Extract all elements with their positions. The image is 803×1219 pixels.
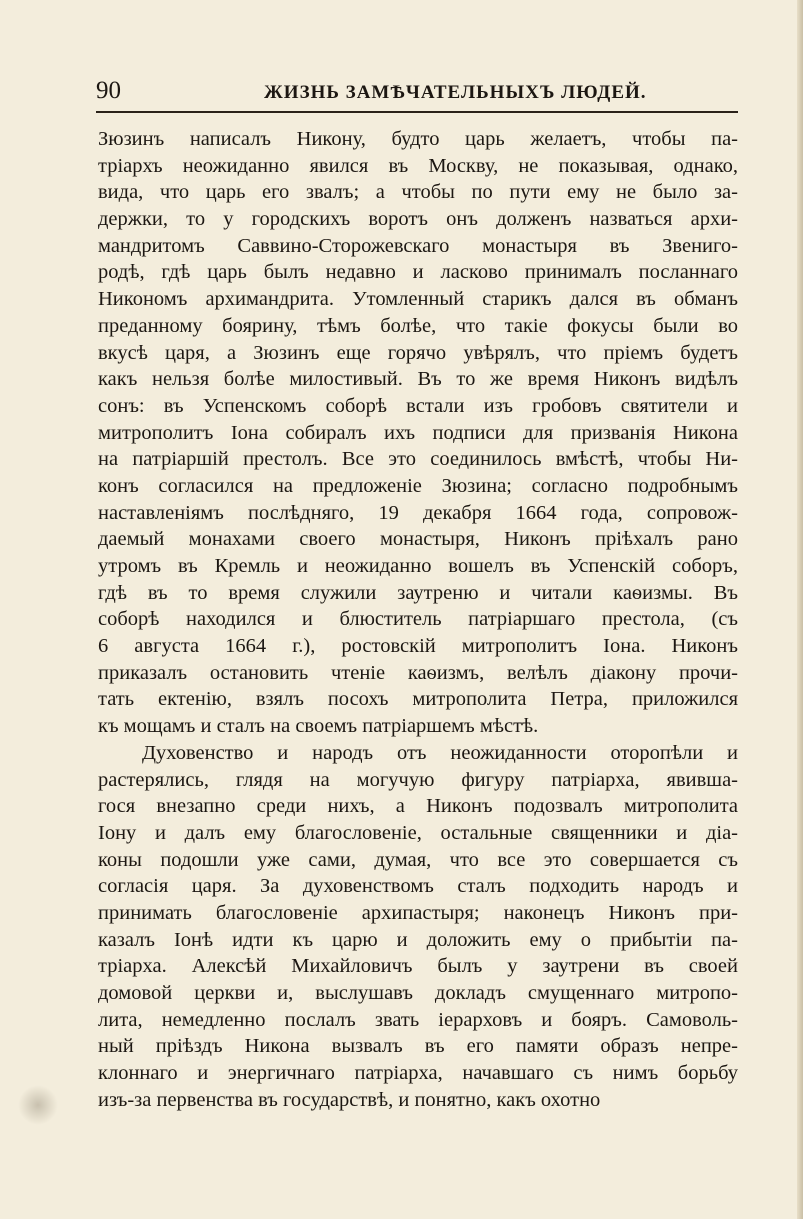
text-line: митрополитъ Іона собиралъ ихъ подписи для призванія Никона: [98, 421, 738, 444]
text-line: казалъ Іонѣ идти къ царю и доложить ему о прибытіи па-: [98, 928, 738, 951]
text-line: вкусѣ царя, а Зюзинъ еще горячо увѣрялъ, что пріемъ будетъ: [98, 341, 738, 364]
text-line: Никономъ архимандрита. Утомленный старикъ дался въ обманъ: [98, 288, 738, 311]
text-line: какъ нельзя болѣе милостивый. Въ то же время Никонъ видѣлъ: [98, 368, 738, 391]
text-line: на патріаршій престолъ. Все это соединилось вмѣстѣ, чтобы Ни-: [98, 448, 738, 471]
running-title: ЖИЗНЬ ЗАМѢЧАТЕЛЬНЫХЪ ЛЮДЕЙ.: [264, 82, 647, 103]
text-line: держки, то у городскихъ воротъ онъ долженъ назваться архи-: [98, 208, 738, 231]
text-line: приказалъ остановить чтеніе каѳизмъ, велѣлъ діакону прочи-: [98, 661, 738, 684]
paper-stain: [18, 1085, 58, 1125]
text-line: гдѣ въ то время служили заутреню и читали каѳизмы. Въ: [98, 581, 738, 604]
paragraph: [98, 740, 738, 1114]
text-line: гося внезапно среди нихъ, а Никонъ подозвалъ митрополита: [98, 795, 738, 818]
page-header: [96, 76, 736, 110]
text-line: Духовенство и народъ отъ неожиданности оторопѣли и: [142, 741, 738, 764]
text-line: тріархъ неожиданно явился въ Москву, не показывая, однако,: [98, 154, 738, 177]
text-line: даемый монахами своего монастыря, Никонъ пріѣхалъ рано: [98, 528, 738, 551]
text-line: родѣ, гдѣ царь былъ недавно и ласково принималъ посланнаго: [98, 261, 738, 284]
text-line: мандритомъ Саввино-Сторожевскаго монастыря въ Звениго-: [98, 234, 738, 257]
text-line: наставленіямъ послѣдняго, 19 декабря 1664 года, сопровож-: [98, 501, 738, 524]
text-line: растерялись, глядя на могучую фигуру патріарха, явивша-: [98, 768, 738, 791]
text-line: Іону и далъ ему благословеніе, остальные священники и діа-: [98, 821, 738, 844]
text-line: утромъ въ Кремль и неожиданно вошелъ въ Успенскій соборъ,: [98, 555, 738, 577]
text-line: домовой церкви и, выслушавъ докладъ смущеннаго митропо-: [98, 982, 738, 1004]
text-line: принимать благословеніе архипастыря; наконецъ Никонъ при-: [98, 901, 738, 924]
body-text: [98, 126, 738, 1113]
text-line: клоннаго и энергичнаго патріарха, начавшаго съ нимъ борьбу: [98, 1062, 738, 1085]
text-line: преданному боярину, тѣмъ болѣе, что такіе фокусы были во: [98, 314, 738, 337]
text-line: 6 августа 1664 г.), ростовскій митрополитъ Іона. Никонъ: [98, 635, 738, 658]
text-line: Зюзинъ написалъ Никону, будто царь желаетъ, чтобы па-: [98, 128, 738, 150]
page-number: 90: [96, 77, 121, 104]
text-line: соборѣ находился и блюститель патріаршаго престола, (съ: [98, 608, 738, 631]
text-line: вида, что царь его звалъ; а чтобы по пути ему не было за-: [98, 181, 738, 204]
text-line: изъ-за первенства въ государствѣ, и понятно, какъ охотно: [98, 1088, 601, 1111]
text-line: конъ согласился на предложеніе Зюзина; согласно подробнымъ: [98, 474, 738, 497]
paragraph: [98, 126, 738, 740]
text-line: ный пріѣздъ Никона вызвалъ въ его памяти образъ непре-: [98, 1035, 738, 1058]
text-line: сонъ: въ Успенскомъ соборѣ встали изъ гробовъ святители и: [98, 394, 738, 417]
text-line: лита, немедленно послалъ звать іерарховъ и бояръ. Самоволь-: [98, 1008, 738, 1031]
header-rule: [96, 111, 738, 113]
text-line: согласія царя. За духовенствомъ сталъ подходить народъ и: [98, 875, 738, 898]
page-edge: [797, 0, 803, 1219]
text-line: къ мощамъ и сталъ на своемъ патріаршемъ мѣстѣ.: [98, 715, 539, 738]
text-line: тріарха. Алексѣй Михайловичъ былъ у заутрени въ своей: [98, 955, 738, 978]
text-line: коны подошли уже сами, думая, что все это совершается съ: [98, 848, 738, 871]
text-line: тать ектенію, взялъ посохъ митрополита Петра, приложился: [98, 688, 738, 711]
